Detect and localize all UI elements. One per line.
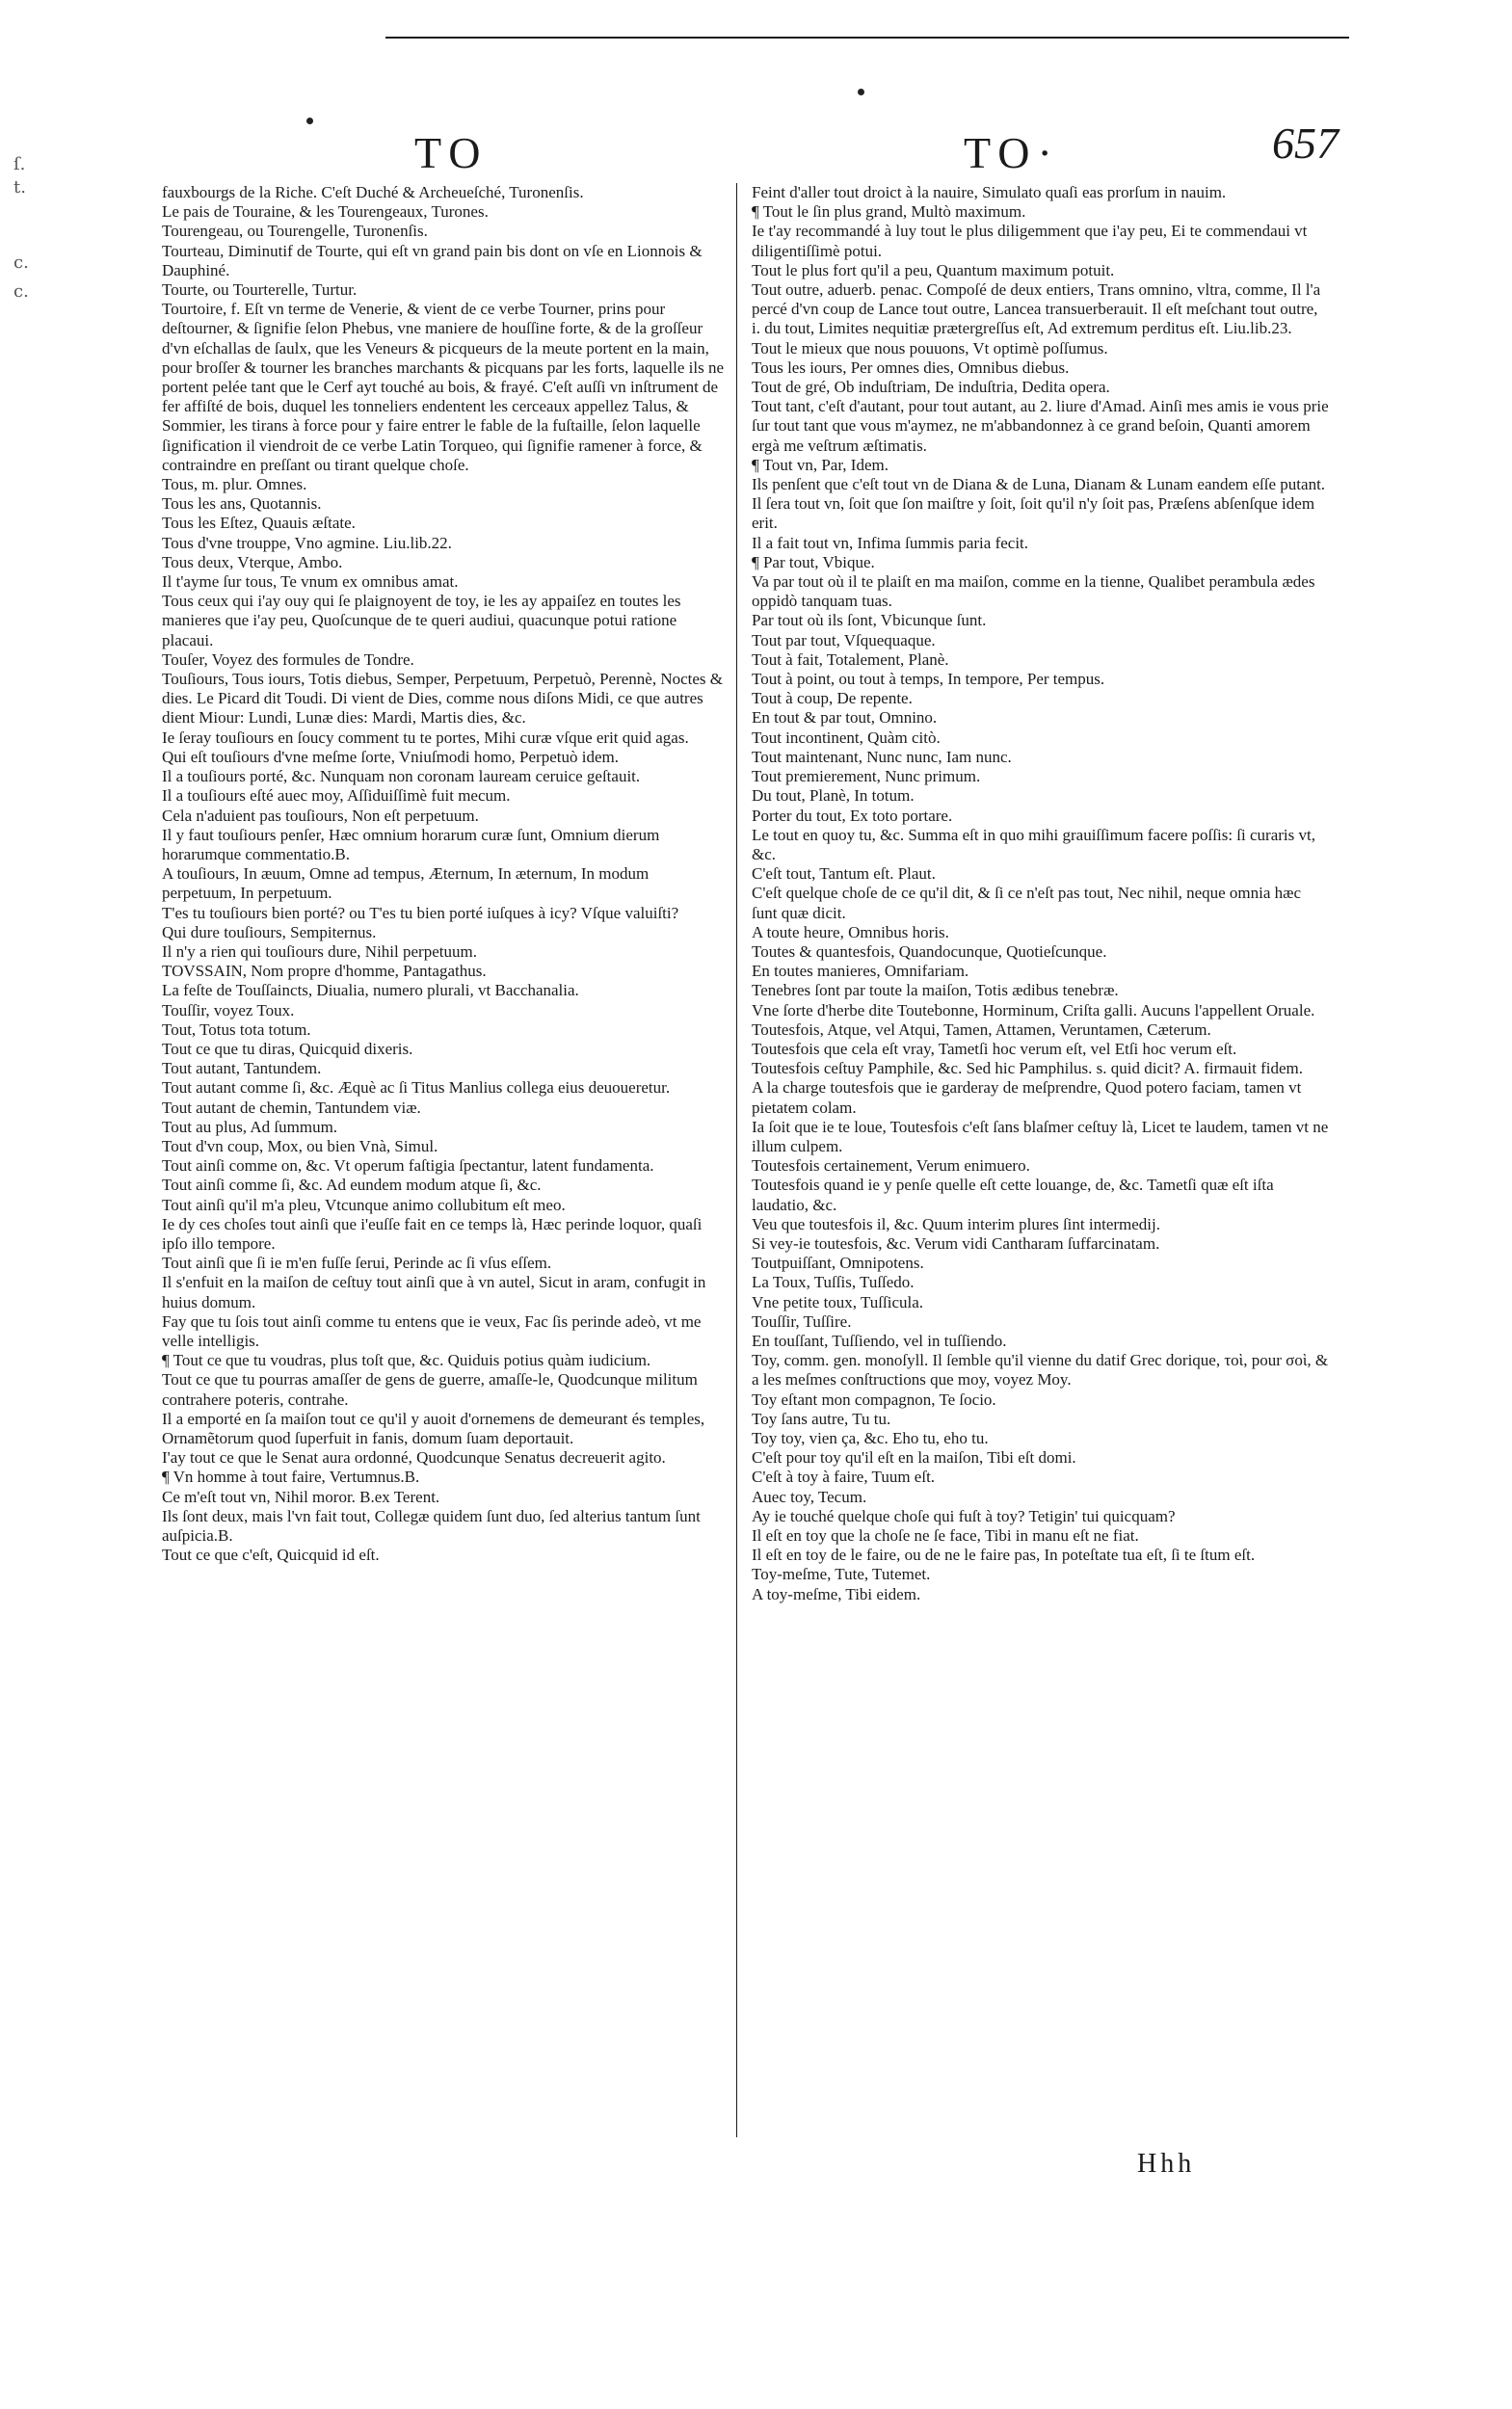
dictionary-entry: Fay que tu ſois tout ainſi comme tu entens que ie veux, Fac ſis perinde adeò, vt me velle intelligis.: [162, 1311, 702, 1350]
dictionary-entry: Tout maintenant, Nunc nunc, Iam nunc.: [752, 747, 1012, 766]
margin-mark: c.: [13, 281, 29, 302]
dictionary-entry: Touſſir, Tuſſire.: [752, 1311, 852, 1331]
dictionary-entry: En tout & par tout, Omnino.: [752, 708, 938, 728]
dictionary-entry: Le pais de Touraine, & les Tourengeaux, Turones.: [162, 202, 489, 222]
catchword: Hhh: [1137, 2149, 1196, 2179]
dictionary-entry: Ay ie touché quelque choſe qui fuſt à toy? Tetigin' tui quicquam?: [752, 1506, 1176, 1525]
dictionary-entry: Toy, comm. gen. monoſyll. Il ſemble qu'il vienne du datif Grec dorique, τοὶ, pour σοὶ, & a les meſmes conſtructions que moy, voyez Moy.: [752, 1351, 1329, 1390]
dictionary-entry: C'eſt pour toy qu'il eſt en la maiſon, Tibi eſt domi.: [752, 1448, 1076, 1468]
dictionary-entry: Tout le mieux que nous pouuons, Vt optimè poſſumus.: [752, 338, 1108, 357]
dictionary-entry: Tous les Eſtez, Quauis æſtate.: [162, 514, 356, 533]
dictionary-entry: C'eſt tout, Tantum eſt. Plaut.: [752, 864, 936, 884]
dictionary-entry: Ce m'eſt tout vn, Nihil moror. B.ex Terent.: [162, 1487, 440, 1506]
dictionary-entry: Touſer, Voyez des formules de Tondre.: [162, 649, 414, 669]
dictionary-entry: ¶ Tout vn, Par, Idem.: [752, 455, 889, 474]
dictionary-entry: La Toux, Tuſſis, Tuſſedo.: [752, 1273, 915, 1292]
dictionary-entry: Tout à fait, Totalement, Planè.: [752, 649, 949, 669]
dictionary-entry: Feint d'aller tout droict à la nauire, Simulato quaſi eas prorſum in nauim.: [752, 183, 1227, 201]
dictionary-entry: Touſſir, voyez Toux.: [162, 1000, 295, 1019]
dictionary-entry: Toutesfois quand ie y penſe quelle eſt cette louange, de, &c. Tametſi quæ eſt iſta laudatio, &c.: [752, 1176, 1274, 1214]
dictionary-entry: Tous ceux qui i'ay ouy qui ſe plaignoyent de toy, ie les ay appaiſez en toutes les manieres que i'ay peu, Quoſcunque de te queri audiui, quacunque potui ratione placaui.: [162, 592, 681, 649]
dictionary-entry: ¶ Tout ce que tu voudras, plus toſt que, &c. Quiduis potius quàm iudicium.: [162, 1351, 651, 1370]
page-number: 657: [1272, 119, 1339, 168]
dictionary-entry: C'eſt quelque choſe de ce qu'il dit, & ſi ce n'eſt pas tout, Nec nihil, neque omnia hæc ſunt quæ dicit.: [752, 884, 1302, 922]
dictionary-entry: T'es tu touſiours bien porté? ou T'es tu bien porté iuſques à icy? Vſque valuiſti?: [162, 903, 679, 922]
dictionary-entry: Tout de gré, Ob induſtriam, De induſtria, Dedita opera.: [752, 378, 1110, 397]
margin-mark: t.: [13, 177, 26, 198]
dictionary-entry: Tous d'vne trouppe, Vno agmine. Liu.lib.22.: [162, 533, 452, 552]
dictionary-entry: Tourte, ou Tourterelle, Turtur.: [162, 280, 358, 300]
dictionary-entry: Tout outre, aduerb. penac. Compoſé de deux entiers, Trans omnino, vltra, comme, Il l'a percé d'vn coup de Lance tout outre, Lancea transuerberauit. Il eſt meſchant tout outre, i. du tout, Limites nequitiæ prætergreſſus eſt, Ad extremum perditus eſt. Liu.lib.23.: [752, 280, 1321, 338]
dictionary-entry: Tout ce que c'eſt, Quicquid id eſt.: [162, 1546, 380, 1565]
dictionary-entry: Ie ſeray touſiours en ſoucy comment tu te portes, Mihi curæ vſque erit quid agas.: [162, 728, 689, 747]
dictionary-entry: A toute heure, Omnibus horis.: [752, 922, 949, 941]
dictionary-entry: Toutesfois certainement, Verum enimuero.: [752, 1156, 1030, 1176]
dictionary-entry: I'ay tout ce que le Senat aura ordonné, Quodcunque Senatus decreuerit agito.: [162, 1448, 666, 1468]
dictionary-entry: Il y faut touſiours penſer, Hæc omnium horarum curæ ſunt, Omnium dierum horarumque commentatio.B.: [162, 825, 660, 863]
dictionary-entry: TOVSSAIN, Nom propre d'homme, Pantagathus.: [162, 962, 487, 981]
dictionary-entry: Toy toy, vien ça, &c. Eho tu, eho tu.: [752, 1429, 989, 1447]
dictionary-entry: Il eſt en toy que la choſe ne ſe face, Tibi in manu eſt ne fiat.: [752, 1526, 1139, 1546]
dictionary-entry: Ia ſoit que ie te loue, Toutesfois c'eſt ſans blaſmer ceſtuy là, Licet te laudem, tamen vt ne illum culpem.: [752, 1117, 1329, 1155]
dictionary-entry: Tout d'vn coup, Mox, ou bien Vnà, Simul.: [162, 1136, 438, 1155]
dictionary-entry: Ils penſent que c'eſt tout vn de Diana & de Luna, Dianam & Lunam eandem eſſe putant.: [752, 475, 1326, 494]
margin-mark: c.: [13, 252, 29, 273]
dictionary-entry: Il a emporté en ſa maiſon tout ce qu'il y auoit d'ornemens de demeurant és temples, Ornamẽtorum quod ſuperfuit in fanis, domum ſuam deportauit.: [162, 1409, 705, 1447]
dictionary-entry: Tout ce que tu diras, Quicquid dixeris.: [162, 1039, 413, 1058]
right-column: [752, 183, 1330, 1604]
dictionary-entry: Vne petite toux, Tuſſicula.: [752, 1292, 924, 1311]
dictionary-entry: Ils ſont deux, mais l'vn fait tout, Collegæ quidem ſunt duo, ſed alterius tantum ſunt auſpicia.B.: [162, 1506, 701, 1546]
dictionary-entry: Tourengeau, ou Tourengelle, Turonenſis.: [162, 222, 428, 241]
dictionary-entry: Tourtoire, f. Eſt vn terme de Venerie, & vient de ce verbe Tourner, prins pour deſtourner, & ſignifie ſelon Phebus, vne maniere de houſſine forte, & de la groſſeur d'vn eſchallas de ſaulx, que les Veneurs & picqueurs de la meute portent en la main, pour broſſer & tourner les branches marchants & picquans par les forts, laquelle ils ne portent pelée tant que le Cerf ayt touché au bois, & frayé. C'eſt auſſi vn inſtrument de fer affiſté de bois, duquel les tonneliers endentent les cerceaux appellez Talus, & Sommier, les tirans à force pour y faire entrer le fable de la fuſtaille, ſelon laquelle ſignification il viendroit de ce verbe Latin Torqueo, qui ſignifie ramener à force, & contraindre en preſſant ou tirant quelque choſe.: [162, 300, 725, 474]
dictionary-entry: Veu que toutesfois il, &c. Quum interim plures ſint intermedij.: [752, 1214, 1160, 1233]
print-dot: [858, 89, 864, 95]
dictionary-entry: Il a touſiours porté, &c. Nunquam non coronam lauream ceruice geſtauit.: [162, 767, 641, 786]
dictionary-entry: Tout ainſi comme on, &c. Vt operum faſtigia ſpectantur, latent fundamenta.: [162, 1156, 654, 1176]
dictionary-entry: Tout ainſi que ſi ie m'en fuſſe ſerui, Perinde ac ſi vſus eſſem.: [162, 1254, 552, 1273]
dictionary-entry: Tout ainſi qu'il m'a pleu, Vtcunque animo collubitum eſt meo.: [162, 1195, 566, 1214]
dictionary-entry: Toutesfois ceſtuy Pamphile, &c. Sed hic Pamphilus. s. quid dicit? A. firmauit fidem.: [752, 1059, 1304, 1078]
dictionary-entry: Tous deux, Vterque, Ambo.: [162, 552, 343, 571]
top-rule: [385, 37, 1349, 39]
dictionary-entry: Tout autant de chemin, Tantundem viæ.: [162, 1098, 421, 1117]
dictionary-entry: Tout à point, ou tout à temps, In tempore, Per tempus.: [752, 670, 1105, 689]
left-running-head: TO: [414, 128, 489, 177]
dictionary-entry: Toy-meſme, Tute, Tutemet.: [752, 1565, 931, 1584]
dictionary-entry: En touſſant, Tuſſiendo, vel in tuſſiendo.: [752, 1331, 1007, 1350]
dictionary-entry: Toutpuiſſant, Omnipotens.: [752, 1254, 924, 1273]
dictionary-entry: Toy ſans autre, Tu tu.: [752, 1409, 891, 1428]
dictionary-entry: Il t'ayme ſur tous, Te vnum ex omnibus amat.: [162, 572, 459, 592]
dictionary-entry: Tout à coup, De repente.: [752, 689, 913, 708]
dictionary-entry: Ie dy ces choſes tout ainſi que i'euſſe fait en ce temps là, Hæc perinde loquor, quaſi ipſo illo tempore.: [162, 1214, 703, 1253]
dictionary-entry: En toutes manieres, Omnifariam.: [752, 962, 969, 981]
dictionary-entry: Tous les iours, Per omnes dies, Omnibus diebus.: [752, 357, 1070, 377]
dictionary-entry: Qui dure touſiours, Sempiternus.: [162, 922, 377, 941]
dictionary-entry: Toy eſtant mon compagnon, Te ſocio.: [752, 1390, 996, 1409]
dictionary-entry: Tout au plus, Ad ſummum.: [162, 1117, 338, 1136]
dictionary-entry: Toutesfois, Atque, vel Atqui, Tamen, Attamen, Veruntamen, Cæterum.: [752, 1019, 1211, 1039]
column-divider: [736, 183, 737, 2137]
dictionary-entry: Tout ainſi comme ſi, &c. Ad eundem modum atque ſi, &c.: [162, 1176, 542, 1195]
dictionary-entry: Tout, Totus tota totum.: [162, 1019, 311, 1039]
dictionary-entry: Tout autant comme ſi, &c. Æquè ac ſi Titus Manlius collega eius deuoueretur.: [162, 1078, 671, 1098]
left-column: [162, 183, 725, 1565]
dictionary-entry: ¶ Vn homme à tout faire, Vertumnus.B.: [162, 1468, 420, 1487]
dictionary-entry: Il n'y a rien qui touſiours dure, Nihil perpetuum.: [162, 941, 477, 961]
dictionary-entry: Cela n'aduient pas touſiours, Non eſt perpetuum.: [162, 806, 479, 825]
dictionary-entry: A toy-meſme, Tibi eidem.: [752, 1584, 921, 1603]
dictionary-entry: Toutesfois que cela eſt vray, Tametſi hoc verum eſt, vel Etſi hoc verum eſt.: [752, 1039, 1237, 1058]
dictionary-entry: Vne ſorte d'herbe dite Toutebonne, Horminum, Criſta galli. Aucuns l'appellent Oruale.: [752, 1000, 1315, 1019]
dictionary-entry: Tous, m. plur. Omnes.: [162, 475, 307, 494]
dictionary-entry: Du tout, Planè, In totum.: [752, 786, 915, 806]
dictionary-entry: Auec toy, Tecum.: [752, 1487, 867, 1506]
dictionary-entry: ¶ Par tout, Vbique.: [752, 552, 875, 571]
dictionary-entry: Tout autant, Tantundem.: [162, 1059, 322, 1078]
dictionary-entry: Tout tant, c'eſt d'autant, pour tout autant, au 2. liure d'Amad. Ainſi mes amis ie vous prie ſur tout tant que vous m'aymez, ne m'abbandonnez à ce grand beſoin, Quanti amorem ergà me veſtrum æſtimatis.: [752, 397, 1329, 455]
dictionary-entry: Tout premierement, Nunc primum.: [752, 767, 981, 786]
dictionary-entry: Porter du tout, Ex toto portare.: [752, 806, 953, 825]
print-dot: [306, 118, 313, 124]
dictionary-entry: A la charge toutesfois que ie garderay de meſprendre, Quod potero faciam, tamen vt pietatem colam.: [752, 1078, 1302, 1117]
dictionary-entry: Tout ce que tu pourras amaſſer de gens de guerre, amaſſe-le, Quodcunque militum contrahere poteris, contrahe.: [162, 1370, 698, 1409]
dictionary-entry: Par tout où ils ſont, Vbicunque ſunt.: [752, 611, 987, 630]
dictionary-entry: Il ſera tout vn, ſoit que ſon maiſtre y ſoit, ſoit qu'il n'y ſoit pas, Præſens abſenſque idem erit.: [752, 494, 1315, 533]
margin-mark: ſ.: [13, 154, 26, 174]
dictionary-entry: Qui eſt touſiours d'vne meſme ſorte, Vniuſmodi homo, Perpetuò idem.: [162, 747, 619, 766]
dictionary-entry: Touſiours, Tous iours, Totis diebus, Semper, Perpetuum, Perpetuò, Perennè, Noctes & dies. Le Picard dit Toudi. Di vient de Dies, comme nous diſons Midi, ce que autres dient Miour: Lundi, Lunæ dies: Mardi, Martis dies, &c.: [162, 670, 724, 728]
dictionary-entry: Ie t'ay recommandé à luy tout le plus diligemment que i'ay peu, Ei te commendaui vt diligentiſſimè potui.: [752, 222, 1308, 260]
right-running-head: TO·: [964, 128, 1060, 177]
dictionary-entry: Si vey-ie toutesfois, &c. Verum vidi Cantharam ſuffarcinatam.: [752, 1233, 1160, 1253]
dictionary-entry: Il a touſiours eſté auec moy, Aſſiduiſſimè fuit mecum.: [162, 786, 511, 806]
dictionary-entry: Tout le plus fort qu'il a peu, Quantum maximum potuit.: [752, 260, 1115, 279]
dictionary-entry: Il s'enfuit en la maiſon de ceſtuy tout ainſi que à vn autel, Sicut in aram, confugit in huius domum.: [162, 1273, 706, 1311]
dictionary-entry: ¶ Tout le ſin plus grand, Multò maximum.: [752, 202, 1026, 222]
dictionary-entry: Toutes & quantesfois, Quandocunque, Quotieſcunque.: [752, 941, 1107, 961]
dictionary-entry: A touſiours, In æuum, Omne ad tempus, Æternum, In æternum, In modum perpetuum, In perpetuum.: [162, 864, 650, 903]
dictionary-entry: Tenebres ſont par toute la maiſon, Totis ædibus tenebræ.: [752, 981, 1119, 1000]
dictionary-entry: Tourteau, Diminutif de Tourte, qui eſt vn grand pain bis dont on vſe en Lionnois & Dauphiné.: [162, 241, 703, 279]
dictionary-entry: Tous les ans, Quotannis.: [162, 494, 322, 514]
dictionary-entry: Il eſt en toy de le faire, ou de ne le faire pas, In poteſtate tua eſt, ſi te ſtum eſt.: [752, 1546, 1256, 1565]
dictionary-entry: C'eſt à toy à faire, Tuum eſt.: [752, 1468, 936, 1487]
dictionary-entry: Va par tout où il te plaiſt en ma maiſon, comme en la tienne, Qualibet perambula ædes oppidò tanquam tuas.: [752, 572, 1315, 611]
dictionary-entry: Tout par tout, Vſquequaque.: [752, 630, 936, 649]
dictionary-entry: Le tout en quoy tu, &c. Summa eſt in quo mihi grauiſſimum facere poſſis: ſi curaris vt, &c.: [752, 825, 1315, 863]
dictionary-entry: Tout incontinent, Quàm citò.: [752, 728, 941, 747]
dictionary-entry: La feſte de Touſſaincts, Diualia, numero plurali, vt Bacchanalia.: [162, 981, 579, 1000]
dictionary-entry: Il a fait tout vn, Infima ſummis paria fecit.: [752, 533, 1029, 552]
dictionary-entry: fauxbourgs de la Riche. C'eſt Duché & Archeueſché, Turonenſis.: [162, 183, 584, 201]
